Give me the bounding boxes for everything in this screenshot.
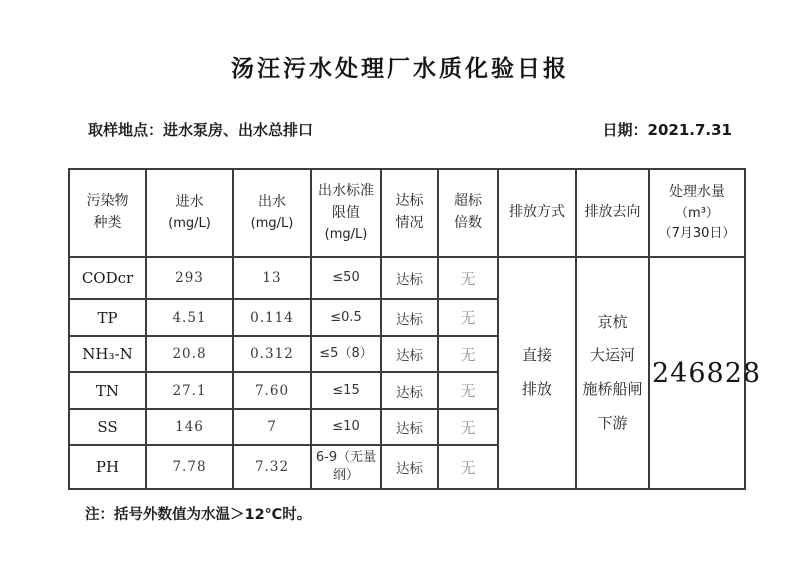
header-discharge-method: 排放方式	[498, 169, 576, 257]
footnote: 注：括号外数值为水温＞12℃时。	[85, 507, 312, 523]
outflow-value: 0.114	[233, 299, 311, 336]
inflow-value: 7.78	[146, 445, 233, 489]
status-value: 达标	[381, 445, 438, 489]
outflow-value: 7.32	[233, 445, 311, 489]
exceed-value: 无	[438, 409, 498, 445]
pollutant-name: TN	[69, 372, 146, 409]
header-exceed-multiple: 超标 倍数	[438, 169, 498, 257]
status-value: 达标	[381, 257, 438, 299]
pollutant-name: TP	[69, 299, 146, 336]
header-inflow: 进水 (mg/L)	[146, 169, 233, 257]
outflow-value: 7.60	[233, 372, 311, 409]
table-header-row	[69, 169, 745, 257]
header-outflow-limit: 出水标准 限值 (mg/L)	[311, 169, 381, 257]
treated-water-volume: 246828	[649, 257, 745, 489]
pollutant-name: CODcr	[69, 257, 146, 299]
sampling-location: 取样地点：进水泵房、出水总排口	[88, 121, 314, 139]
discharge-destination-cell: 京杭 大运河 施桥船闸 下游	[576, 257, 649, 489]
header-treated-volume: 处理水量 （m³） （7月30日）	[649, 169, 745, 257]
exceed-value: 无	[438, 445, 498, 489]
page-title: 汤汪污水处理厂水质化验日报	[231, 56, 569, 82]
limit-value: 6-9（无量纲）	[311, 445, 381, 489]
outflow-value: 7	[233, 409, 311, 445]
outflow-value: 13	[233, 257, 311, 299]
limit-value: ≤50	[311, 257, 381, 299]
header-pollutant-type: 污染物 种类	[69, 169, 146, 257]
report-date: 日期：2021.7.31	[602, 121, 732, 139]
header-discharge-destination: 排放去向	[576, 169, 649, 257]
limit-value: ≤15	[311, 372, 381, 409]
inflow-value: 4.51	[146, 299, 233, 336]
inflow-value: 27.1	[146, 372, 233, 409]
inflow-value: 293	[146, 257, 233, 299]
exceed-value: 无	[438, 299, 498, 336]
header-compliance-status: 达标 情况	[381, 169, 438, 257]
status-value: 达标	[381, 409, 438, 445]
water-quality-table	[68, 168, 762, 490]
pollutant-name: SS	[69, 409, 146, 445]
inflow-value: 146	[146, 409, 233, 445]
inflow-value: 20.8	[146, 336, 233, 372]
limit-value: ≤10	[311, 409, 381, 445]
status-value: 达标	[381, 372, 438, 409]
pollutant-name: PH	[69, 445, 146, 489]
exceed-value: 无	[438, 257, 498, 299]
meta-row	[0, 119, 800, 140]
table-row-codcr	[69, 257, 745, 299]
pollutant-name: NH₃-N	[69, 336, 146, 372]
header-outflow: 出水 (mg/L)	[233, 169, 311, 257]
limit-value: ≤5（8）	[311, 336, 381, 372]
limit-value: ≤0.5	[311, 299, 381, 336]
outflow-value: 0.312	[233, 336, 311, 372]
status-value: 达标	[381, 336, 438, 372]
discharge-method-cell: 直接 排放	[498, 257, 576, 489]
exceed-value: 无	[438, 372, 498, 409]
exceed-value: 无	[438, 336, 498, 372]
status-value: 达标	[381, 299, 438, 336]
